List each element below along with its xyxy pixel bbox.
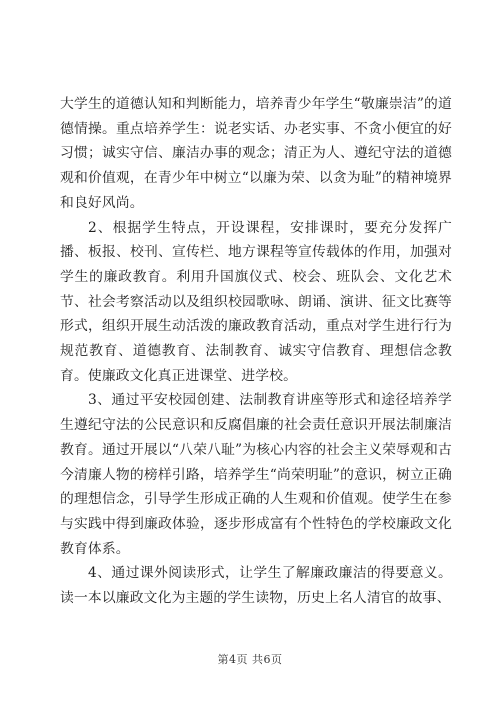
page-number-footer: 第4页 共6页 [217,653,283,666]
paragraph-item-2-courses: 2、根据学生特点，开设课程，安排课时，要充分发挥广播、板报、校刊、宣传栏、地方课程等宣传载体的作用，加强对学生的廉政教育。利用升国旗仪式、校会、班队会、文化艺术节、社会考察活动以及组织校园歌咏、朗诵、演讲、征文比赛等形式，组织开展生动活泼的廉政教育活动，重点对学生进行行为规范教育、道德教育、法制教育、诚实守信教育、理想信念教育。使廉政文化真正进课堂、进学校。 [60,219,452,384]
document-body [60,92,452,611]
paragraph-item-3-legal-education: 3、通过平安校园创建、法制教育讲座等形式和途径培养学生遵纪守法的公民意识和反腐倡廉的社会责任意识开展法制廉洁教育。通过开展以“八荣八耻”为核心内容的社会主义荣辱观和古今清廉人物的榜样引路，培养学生“尚荣明耻”的意识，树立正确的理想信念，引导学生形成正确的人生观和价值观。使学生在参与实践中得到廉政体验，逐步形成富有个性特色的学校廉政文化教育体系。 [60,392,452,557]
paragraph-item-4-reading: 4、通过课外阅读形式，让学生了解廉政廉洁的得要意义。读一本以廉政文化为主题的学生读物，历史上名人清官的故事、 [60,565,452,607]
paragraph-moral-cognition: 大学生的道德认知和判断能力，培养青少年学生“敬廉崇洁”的道德情操。重点培养学生：说老实话、办老实事、不贪小便宜的好习惯；诚实守信、廉洁办事的观念；清正为人、遵纪守法的道德观和价值观，在青少年中树立“以廉为荣、以贪为耻”的精神境界和良好风尚。 [60,96,452,211]
